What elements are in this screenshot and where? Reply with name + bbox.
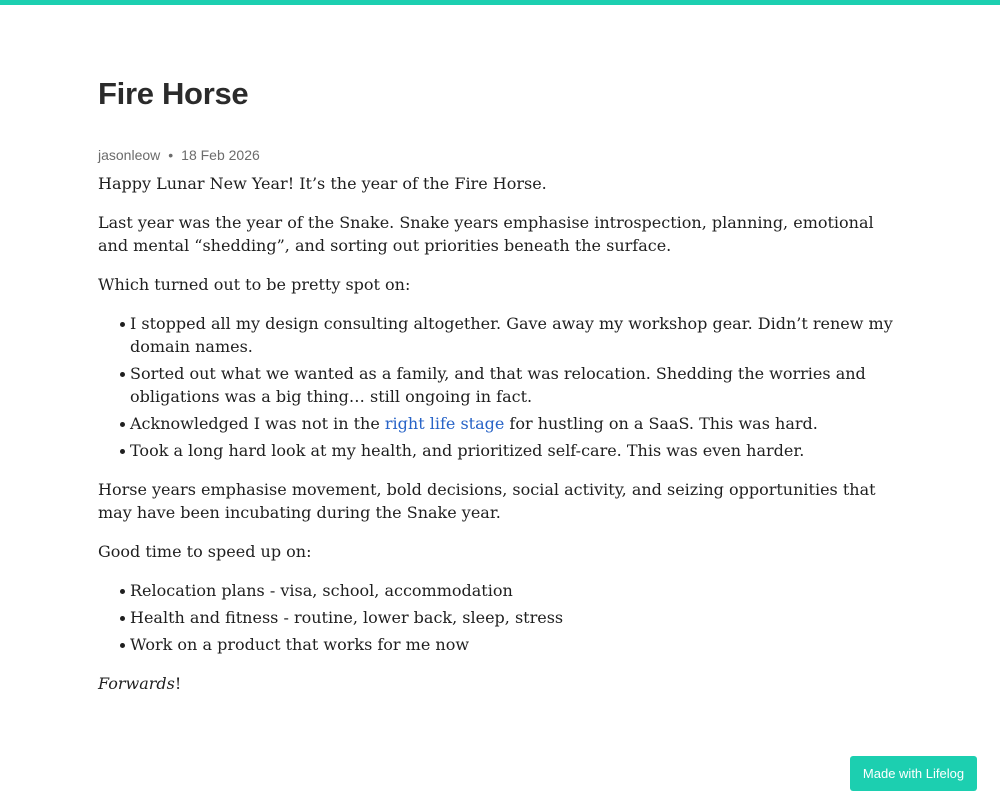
author-link[interactable]: jasonleow xyxy=(98,147,161,163)
closing-emphasis: Forwards xyxy=(98,674,175,693)
paragraph-speed-up: Good time to speed up on: xyxy=(98,542,312,561)
right-life-stage-link[interactable]: right life stage xyxy=(384,414,505,433)
post-meta xyxy=(98,147,260,163)
paragraph-snake-year: Last year was the year of the Snake. Snake years emphasise introspection, planning, emotional and mental “shedding”, and sorting out priorities beneath the surface. xyxy=(98,213,874,255)
paragraph-closing xyxy=(98,672,898,695)
list-item: I stopped all my design consulting altogether. Gave away my workshop gear. Didn’t renew my domain names. xyxy=(130,312,898,358)
list-item-text: for hustling on a SaaS. This was hard. xyxy=(504,414,818,433)
made-with-lifelog-button[interactable]: Made with Lifelog xyxy=(850,756,977,791)
list-item: Relocation plans - visa, school, accommodation xyxy=(130,579,898,602)
list-item: Health and fitness - routine, lower back, sleep, stress xyxy=(130,606,898,629)
list-item: Sorted out what we wanted as a family, and that was relocation. Shedding the worries and obligations was a big thing… still ongoing in fact. xyxy=(130,362,898,408)
horse-year-list xyxy=(98,579,898,656)
list-item xyxy=(130,412,898,435)
accent-top-bar xyxy=(0,0,1000,5)
post-date: 18 Feb 2026 xyxy=(181,147,260,163)
post-title: Fire Horse xyxy=(98,76,249,111)
paragraph-spot-on: Which turned out to be pretty spot on: xyxy=(98,275,411,294)
list-item-text: Acknowledged I was not in the xyxy=(130,414,385,433)
paragraph-intro: Happy Lunar New Year! It’s the year of the Fire Horse. xyxy=(98,174,547,193)
closing-punctuation: ! xyxy=(174,674,182,693)
list-item: Work on a product that works for me now xyxy=(130,633,898,656)
meta-separator: • xyxy=(168,147,174,163)
paragraph-horse-year: Horse years emphasise movement, bold decisions, social activity, and seizing opportunities that may have been incubating during the Snake year. xyxy=(98,480,876,522)
snake-year-list xyxy=(98,312,898,462)
post-body xyxy=(98,172,898,711)
list-item: Took a long hard look at my health, and prioritized self-care. This was even harder. xyxy=(130,439,898,462)
